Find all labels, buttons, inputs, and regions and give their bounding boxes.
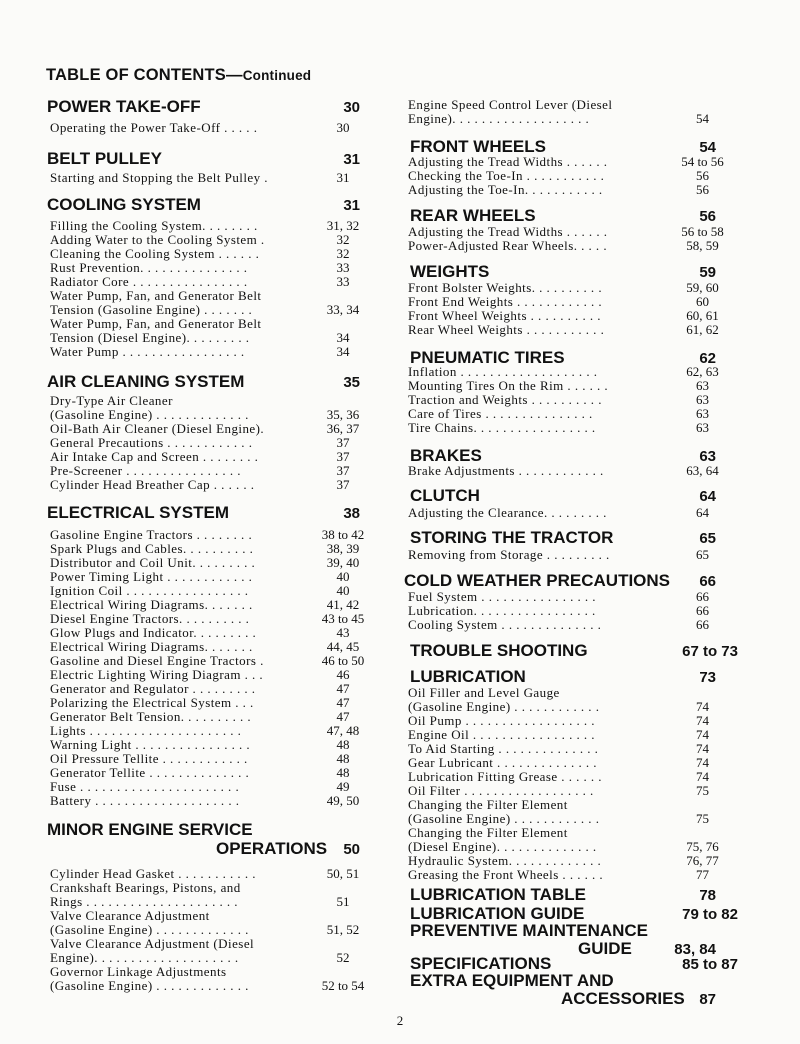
toc-entry-line: Hydraulic System. . . . . . . . . . . . .	[408, 854, 602, 868]
toc-entry-line: (Gasoline Engine) . . . . . . . . . . . . .	[50, 979, 249, 993]
toc-entry-page: 31	[336, 170, 350, 185]
section-page: 31	[343, 151, 360, 168]
section-title: REAR WHEELS	[410, 206, 536, 225]
toc-entry-page: 48	[336, 737, 350, 752]
toc-entry-line: Pre-Screener . . . . . . . . . . . . . . . .	[50, 464, 241, 478]
section-title: CLUTCH	[410, 486, 480, 505]
toc-entry-line: Water Pump . . . . . . . . . . . . . . . . .	[50, 345, 245, 359]
toc-entry-line: Oil Pressure Tellite . . . . . . . . . . . .	[50, 752, 248, 766]
toc-entry-line: Radiator Core . . . . . . . . . . . . . . . .	[50, 275, 248, 289]
toc-entry-line: Gear Lubricant . . . . . . . . . . . . . .	[408, 756, 597, 770]
page-title-text: TABLE OF CONTENTS	[46, 66, 227, 84]
toc-entry-line: Cylinder Head Breather Cap . . . . . .	[50, 478, 255, 492]
section-title: LUBRICATION TABLE	[410, 885, 586, 904]
toc-entry-line: Power Timing Light . . . . . . . . . . . .	[50, 570, 253, 584]
section-page: 50	[343, 841, 360, 858]
section-title: LUBRICATION	[410, 667, 526, 686]
toc-entry-page: 49	[336, 779, 350, 794]
toc-entry-page: 39, 40	[326, 555, 360, 570]
toc-entry-page: 62, 63	[686, 364, 719, 379]
section-title: ELECTRICAL SYSTEM	[47, 503, 229, 522]
section-title-line2: ACCESSORIES	[561, 989, 685, 1008]
section-page: 78	[699, 887, 716, 904]
toc-entry-page: 40	[336, 569, 350, 584]
toc-entry-page: 74	[696, 727, 709, 742]
toc-entry-line: Water Pump, Fan, and Generator Belt	[50, 289, 262, 303]
toc-entry-line: (Gasoline Engine) . . . . . . . . . . . .	[408, 812, 600, 826]
toc-entry-page: 52 to 54	[321, 978, 365, 993]
toc-entry-line: To Aid Starting . . . . . . . . . . . . . .	[408, 742, 599, 756]
toc-entry-page: 52	[336, 950, 350, 965]
toc-entry-line: Care of Tires . . . . . . . . . . . . . . .	[408, 407, 593, 421]
toc-entry-line: Warning Light . . . . . . . . . . . . . . . .	[50, 738, 251, 752]
toc-entry-line: Crankshaft Bearings, Pistons, and	[50, 881, 241, 895]
toc-entry-page: 44, 45	[326, 639, 360, 654]
section-title: LUBRICATION GUIDE	[410, 904, 585, 923]
page-title-dash: —	[226, 66, 243, 84]
section-page: 67 to 73	[682, 643, 738, 660]
toc-entry-line: Cylinder Head Gasket . . . . . . . . . . .	[50, 867, 256, 881]
toc-entry-line: Generator Belt Tension. . . . . . . . . .	[50, 710, 252, 724]
section-page: 83, 84	[674, 941, 716, 958]
toc-entry-page: 33	[336, 260, 350, 275]
section-page: 64	[699, 488, 716, 505]
toc-entry-line: Generator and Regulator . . . . . . . . .	[50, 682, 256, 696]
section-page: 30	[343, 99, 360, 116]
toc-entry-page: 58, 59	[686, 238, 719, 253]
toc-entry-line: Cooling System . . . . . . . . . . . . . .	[408, 618, 602, 632]
section-title: MINOR ENGINE SERVICE	[47, 820, 253, 839]
toc-entry-page: 47	[336, 695, 350, 710]
toc-entry-line: Water Pump, Fan, and Generator Belt	[50, 317, 262, 331]
toc-entry-line: Changing the Filter Element	[408, 826, 568, 840]
toc-entry-page: 37	[336, 449, 350, 464]
section-title: EXTRA EQUIPMENT AND	[410, 971, 614, 990]
toc-entry-line: Brake Adjustments . . . . . . . . . . . .	[408, 464, 604, 478]
toc-entry-page: 60, 61	[686, 308, 719, 323]
toc-entry-page: 63, 64	[686, 463, 719, 478]
toc-entry-line: Operating the Power Take-Off . . . . .	[50, 121, 258, 135]
toc-entry-page: 47	[336, 709, 350, 724]
section-title: AIR CLEANING SYSTEM	[47, 372, 245, 391]
section-page: 54	[699, 139, 716, 156]
toc-entry-page: 51	[336, 894, 350, 909]
section-title: SPECIFICATIONS	[410, 954, 552, 973]
section-title: PNEUMATIC TIRES	[410, 348, 565, 367]
toc-entry-page: 59, 60	[686, 280, 719, 295]
toc-entry-page: 63	[696, 406, 709, 421]
toc-entry-line: Cleaning the Cooling System . . . . . .	[50, 247, 260, 261]
toc-entry-line: Rust Prevention. . . . . . . . . . . . . . .	[50, 261, 248, 275]
toc-entry-page: 37	[336, 435, 350, 450]
toc-entry-line: Lubrication Fitting Grease . . . . . .	[408, 770, 603, 784]
toc-entry-page: 37	[336, 477, 350, 492]
section-page: 31	[343, 197, 360, 214]
toc-entry-line: Engine Oil . . . . . . . . . . . . . . . . .	[408, 728, 595, 742]
toc-entry-line: Tension (Diesel Engine). . . . . . . . .	[50, 331, 250, 345]
section-title: COLD WEATHER PRECAUTIONS	[404, 571, 671, 590]
toc-entry-line: Removing from Storage . . . . . . . . .	[408, 548, 610, 562]
toc-entry-line: Valve Clearance Adjustment (Diesel	[50, 937, 255, 951]
toc-entry-line: Rings . . . . . . . . . . . . . . . . . . . . .	[50, 895, 238, 909]
toc-entry-line: Inflation . . . . . . . . . . . . . . . . . . .	[408, 365, 598, 379]
toc-entry-page: 34	[336, 344, 350, 359]
toc-entry-line: Glow Plugs and Indicator. . . . . . . . .	[50, 626, 257, 640]
page-title	[46, 66, 311, 85]
section-title: BRAKES	[410, 446, 482, 465]
section-title: STORING THE TRACTOR	[410, 528, 614, 547]
toc-entry-line: Adjusting the Tread Widths . . . . . .	[408, 225, 608, 239]
section-page: 66	[699, 573, 716, 590]
section-page: 87	[699, 991, 716, 1008]
toc-entry-line: Front End Weights . . . . . . . . . . . .	[408, 295, 603, 309]
toc-entry-line: Adding Water to the Cooling System .	[50, 233, 265, 247]
toc-entry-page: 34	[336, 330, 350, 345]
toc-entry-page: 75, 76	[686, 839, 719, 854]
toc-entry-line: Front Bolster Weights. . . . . . . . . .	[408, 281, 603, 295]
toc-entry-page: 38 to 42	[321, 527, 365, 542]
toc-entry-page: 63	[696, 378, 709, 393]
toc-entry-page: 36, 37	[326, 421, 360, 436]
toc-entry-page: 31, 32	[326, 218, 360, 233]
toc-entry-page: 48	[336, 765, 350, 780]
toc-entry-line: Spark Plugs and Cables. . . . . . . . . .	[50, 542, 254, 556]
section-title: TROUBLE SHOOTING	[410, 641, 588, 660]
toc-entry-page: 32	[336, 232, 350, 247]
toc-entry-line: Diesel Engine Tractors. . . . . . . . . .	[50, 612, 250, 626]
section-title: POWER TAKE-OFF	[47, 97, 201, 116]
toc-entry-page: 30	[336, 120, 350, 135]
toc-entry-page: 77	[696, 867, 709, 882]
toc-entry-line: Mounting Tires On the Rim . . . . . .	[408, 379, 609, 393]
toc-entry-page: 43	[336, 625, 350, 640]
toc-entry-line: Adjusting the Tread Widths . . . . . .	[408, 155, 608, 169]
section-title: FRONT WHEELS	[410, 137, 546, 156]
toc-entry-page: 66	[696, 589, 709, 604]
toc-entry-line: (Diesel Engine). . . . . . . . . . . . . .	[408, 840, 597, 854]
toc-entry-line: Gasoline and Diesel Engine Tractors .	[50, 654, 264, 668]
toc-entry-line: Oil-Bath Air Cleaner (Diesel Engine).	[50, 422, 265, 436]
page-number: 2	[396, 1013, 404, 1028]
toc-entry-page: 75	[696, 811, 709, 826]
toc-entry-line: Power-Adjusted Rear Wheels. . . . .	[408, 239, 608, 253]
toc-entry-line: Filling the Cooling System. . . . . . . .	[50, 219, 258, 233]
toc-entry-line: Dry-Type Air Cleaner	[50, 394, 173, 408]
toc-entry-page: 32	[336, 246, 350, 261]
toc-entry-line: Traction and Weights . . . . . . . . . .	[408, 393, 602, 407]
toc-entry-page: 63	[696, 420, 709, 435]
toc-entry-page: 47	[336, 681, 350, 696]
page-title-continued: Continued	[242, 68, 312, 83]
toc-entry-page: 54 to 56	[681, 154, 724, 169]
toc-entry-line: Lights . . . . . . . . . . . . . . . . . . . . .	[50, 724, 242, 738]
section-title: COOLING SYSTEM	[47, 195, 201, 214]
toc-entry-page: 46	[336, 667, 350, 682]
toc-entry-page: 65	[696, 547, 709, 562]
toc-entry-page: 35, 36	[326, 407, 360, 422]
toc-entry-page: 48	[336, 751, 350, 766]
toc-entry-line: Greasing the Front Wheels . . . . . .	[408, 868, 604, 882]
toc-entry-page: 51, 52	[326, 922, 360, 937]
toc-entry-line: Lubrication. . . . . . . . . . . . . . . . .	[408, 604, 596, 618]
toc-entry-page: 49, 50	[326, 793, 360, 808]
toc-entry-page: 40	[336, 583, 350, 598]
toc-entry-line: Air Intake Cap and Screen . . . . . . . .	[50, 450, 259, 464]
toc-entry-page: 56	[696, 182, 709, 197]
toc-entry-line: Adjusting the Toe-In. . . . . . . . . . .	[408, 183, 603, 197]
section-page: 73	[699, 669, 716, 686]
toc-entry-page: 43 to 45	[321, 611, 365, 626]
section-title-line2: GUIDE	[578, 939, 632, 958]
section-title: BELT PULLEY	[47, 149, 162, 168]
toc-entry-page: 56	[696, 168, 709, 183]
toc-entry-page: 54	[696, 111, 709, 126]
toc-entry-line: Distributor and Coil Unit. . . . . . . . .	[50, 556, 256, 570]
toc-entry-line: Battery . . . . . . . . . . . . . . . . . . . .	[50, 794, 240, 808]
toc-entry-line: Polarizing the Electrical System . . .	[50, 696, 254, 710]
toc-entry-page: 74	[696, 741, 709, 756]
toc-entry-line: Fuse . . . . . . . . . . . . . . . . . . . . . .	[50, 780, 240, 794]
toc-entry-page: 63	[696, 392, 709, 407]
toc-entry-page: 64	[696, 505, 709, 520]
section-page: 62	[699, 350, 716, 367]
section-page: 79 to 82	[682, 906, 738, 923]
toc-entry-page: 61, 62	[686, 322, 719, 337]
toc-entry-page: 74	[696, 769, 709, 784]
toc-entry-page: 33, 34	[326, 302, 360, 317]
toc-entry-line: Oil Filler and Level Gauge	[408, 686, 560, 700]
toc-entry-line: Electrical Wiring Diagrams. . . . . . .	[50, 598, 253, 612]
toc-entry-line: Governor Linkage Adjustments	[50, 965, 227, 979]
section-page: 85 to 87	[682, 956, 738, 973]
toc-entry-page: 66	[696, 617, 709, 632]
toc-entry-line: Gasoline Engine Tractors . . . . . . . .	[50, 528, 253, 542]
toc-entry-line: Electric Lighting Wiring Diagram . . .	[50, 668, 264, 682]
toc-entry-line: Front Wheel Weights . . . . . . . . . .	[408, 309, 601, 323]
toc-entry-page: 74	[696, 755, 709, 770]
section-page: 56	[699, 208, 716, 225]
toc-entry-line: Engine). . . . . . . . . . . . . . . . . . . .	[50, 951, 239, 965]
toc-entry-line: Valve Clearance Adjustment	[50, 909, 210, 923]
section-title: WEIGHTS	[410, 262, 490, 281]
toc-entry-line: Oil Pump . . . . . . . . . . . . . . . . . .	[408, 714, 596, 728]
section-title: PREVENTIVE MAINTENANCE	[410, 921, 649, 940]
toc-entry-page: 74	[696, 713, 709, 728]
toc-entry-page: 50, 51	[326, 866, 360, 881]
toc-entry-line: (Gasoline Engine) . . . . . . . . . . . .	[408, 700, 600, 714]
toc-entry-line: Electrical Wiring Diagrams. . . . . . .	[50, 640, 253, 654]
toc-entry-page: 33	[336, 274, 350, 289]
section-page: 59	[699, 264, 716, 281]
toc-entry-page: 66	[696, 603, 709, 618]
section-page: 63	[699, 448, 716, 465]
toc-entry-line: (Gasoline Engine) . . . . . . . . . . . . .	[50, 408, 249, 422]
toc-entry-page: 76, 77	[686, 853, 719, 868]
toc-entry-page: 60	[696, 294, 709, 309]
section-page: 38	[343, 505, 360, 522]
toc-entry-line: Checking the Toe-In . . . . . . . . . . .	[408, 169, 605, 183]
toc-entry-line: Starting and Stopping the Belt Pulley .	[50, 171, 268, 185]
toc-entry-line: General Precautions . . . . . . . . . . . .	[50, 436, 253, 450]
toc-entry-line: Oil Filter . . . . . . . . . . . . . . . . . .	[408, 784, 594, 798]
section-title-line2: OPERATIONS	[216, 839, 328, 858]
toc-entry-page: 75	[696, 783, 709, 798]
toc-entry-line: Engine Speed Control Lever (Diesel	[408, 98, 613, 112]
toc-entry-page: 38, 39	[326, 541, 360, 556]
toc-entry-page: 47, 48	[326, 723, 360, 738]
toc-entry-line: Fuel System . . . . . . . . . . . . . . . .	[408, 590, 596, 604]
toc-entry-page: 41, 42	[326, 597, 360, 612]
toc-entry-page: 46 to 50	[321, 653, 365, 668]
toc-entry-line: Changing the Filter Element	[408, 798, 568, 812]
section-page: 35	[343, 374, 360, 391]
section-page: 65	[699, 530, 716, 547]
toc-entry-page: 56 to 58	[681, 224, 724, 239]
toc-entry-line: Adjusting the Clearance. . . . . . . . .	[408, 506, 607, 520]
toc-entry-line: Tire Chains. . . . . . . . . . . . . . . . .	[408, 421, 596, 435]
toc-entry-line: Rear Wheel Weights . . . . . . . . . . .	[408, 323, 605, 337]
toc-entry-line: Tension (Gasoline Engine) . . . . . . .	[50, 303, 253, 317]
toc-entry-line: Ignition Coil . . . . . . . . . . . . . . . . .	[50, 584, 249, 598]
toc-entry-line: Generator Tellite . . . . . . . . . . . . . .	[50, 766, 250, 780]
toc-entry-page: 74	[696, 699, 709, 714]
toc-entry-line: (Gasoline Engine) . . . . . . . . . . . . .	[50, 923, 249, 937]
toc-entry-line: Engine). . . . . . . . . . . . . . . . . . .	[408, 112, 590, 126]
toc-entry-page: 37	[336, 463, 350, 478]
